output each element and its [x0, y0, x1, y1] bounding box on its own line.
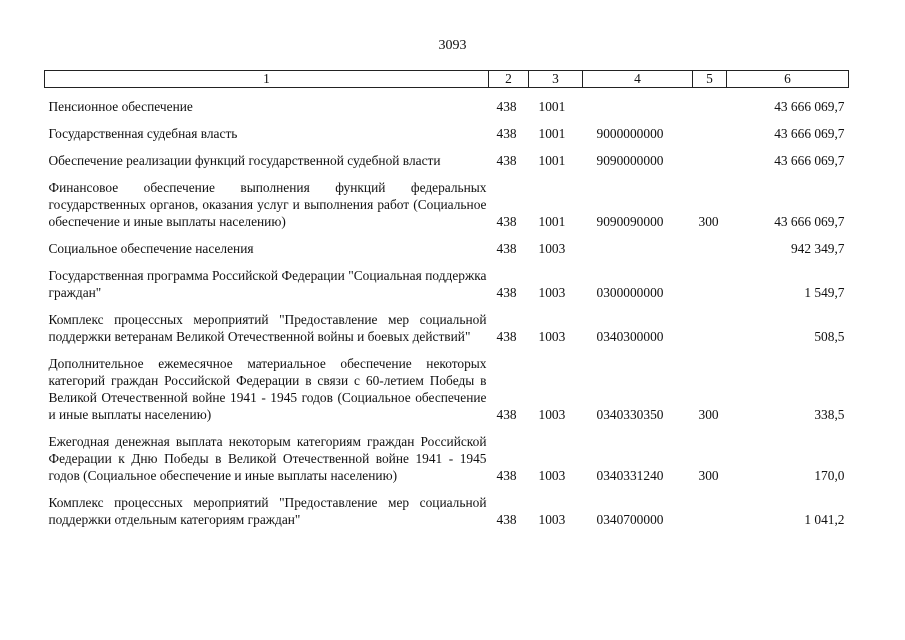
row-section-code: 1001 [538, 153, 566, 168]
row-name: Комплекс процессных мероприятий "Предоставление мер социальной поддержки отдельным категориям граждан" [48, 495, 487, 527]
row-target-code: 9090090000 [596, 214, 664, 229]
row-target-code: 0300000000 [596, 285, 664, 300]
row-target-code: 9000000000 [596, 126, 664, 141]
row-name: Комплекс процессных мероприятий "Предоставление мер социальной поддержки ветеранам Великой Отечественной войны и боевых действий" [48, 312, 487, 344]
header-col-5: 5 [693, 71, 727, 88]
row-amount: 43 666 069,7 [774, 214, 845, 229]
row-section-code: 1001 [538, 126, 566, 141]
row-expense-type [693, 301, 727, 345]
row-amount: 43 666 069,7 [774, 126, 845, 141]
row-section-code: 1003 [538, 468, 566, 483]
table-body [45, 88, 849, 529]
header-col-3: 3 [529, 71, 583, 88]
header-col-6: 6 [727, 71, 849, 88]
row-ministry-code: 438 [496, 512, 517, 527]
table-row [45, 169, 849, 230]
row-section-code: 1001 [538, 99, 566, 114]
row-ministry-code: 438 [496, 407, 517, 422]
row-name: Ежегодная денежная выплата некоторым категориям граждан Российской Федерации к Дню Победы в Великой Отечественной войне 1941 - 1945 годов (Социальное обеспечение и иные выплаты населению) [48, 434, 487, 483]
header-col-1: 1 [45, 71, 489, 88]
row-amount: 1 041,2 [804, 512, 845, 527]
row-section-code: 1003 [538, 329, 566, 344]
row-amount: 43 666 069,7 [774, 153, 845, 168]
row-target-code [583, 88, 693, 116]
row-expense-type: 300 [698, 468, 719, 483]
row-name: Государственная программа Российской Федерации "Социальная поддержка граждан" [48, 268, 487, 300]
row-section-code: 1003 [538, 407, 566, 422]
row-target-code: 0340330350 [596, 407, 664, 422]
row-name: Дополнительное ежемесячное материальное обеспечение некоторых категорий граждан Российской Федерации в связи с 60-летием Победы в Великой Отечественной войне 1941 - 1945 годов (Социальное обеспечение и иные выплаты населению) [48, 356, 487, 422]
row-section-code: 1003 [538, 285, 566, 300]
row-expense-type: 300 [698, 214, 719, 229]
row-name: Обеспечение реализации функций государственной судебной власти [48, 153, 441, 168]
row-expense-type [693, 115, 727, 142]
header-row [45, 71, 849, 88]
table-row [45, 345, 849, 423]
row-ministry-code: 438 [496, 329, 517, 344]
row-name: Финансовое обеспечение выполнения функций федеральных государственных органов, оказания услуг и выполнения работ (Социальное обеспечение и иные выплаты населению) [48, 180, 487, 229]
row-ministry-code: 438 [496, 153, 517, 168]
row-name: Социальное обеспечение населения [48, 241, 254, 256]
header-col-2: 2 [489, 71, 529, 88]
table-row [45, 423, 849, 484]
row-expense-type: 300 [698, 407, 719, 422]
table-row [45, 484, 849, 528]
row-ministry-code: 438 [496, 99, 517, 114]
row-section-code: 1001 [538, 214, 566, 229]
row-expense-type [693, 257, 727, 301]
table-row [45, 230, 849, 257]
row-name: Пенсионное обеспечение [48, 99, 193, 114]
row-amount: 338,5 [814, 407, 845, 422]
row-amount: 942 349,7 [790, 241, 845, 256]
page-number: 3093 [438, 38, 467, 53]
row-name: Государственная судебная власть [48, 126, 238, 141]
row-expense-type [693, 230, 727, 257]
row-expense-type [693, 88, 727, 116]
row-section-code: 1003 [538, 241, 566, 256]
row-target-code: 0340700000 [596, 512, 664, 527]
row-ministry-code: 438 [496, 468, 517, 483]
row-ministry-code: 438 [496, 214, 517, 229]
row-section-code: 1003 [538, 512, 566, 527]
table-row [45, 257, 849, 301]
table-row [45, 115, 849, 142]
row-target-code: 0340300000 [596, 329, 664, 344]
header-col-4: 4 [583, 71, 693, 88]
budget-table [44, 70, 849, 528]
row-amount: 170,0 [814, 468, 845, 483]
table-header [45, 71, 849, 88]
row-ministry-code: 438 [496, 126, 517, 141]
row-amount: 508,5 [814, 329, 845, 344]
table-row [45, 88, 849, 116]
row-target-code [583, 230, 693, 257]
table-row [45, 301, 849, 345]
row-amount: 1 549,7 [804, 285, 845, 300]
row-ministry-code: 438 [496, 285, 517, 300]
row-target-code: 9090000000 [596, 153, 664, 168]
row-expense-type [693, 484, 727, 528]
row-expense-type [693, 142, 727, 169]
row-amount: 43 666 069,7 [774, 99, 845, 114]
row-target-code: 0340331240 [596, 468, 664, 483]
row-ministry-code: 438 [496, 241, 517, 256]
table-row [45, 142, 849, 169]
